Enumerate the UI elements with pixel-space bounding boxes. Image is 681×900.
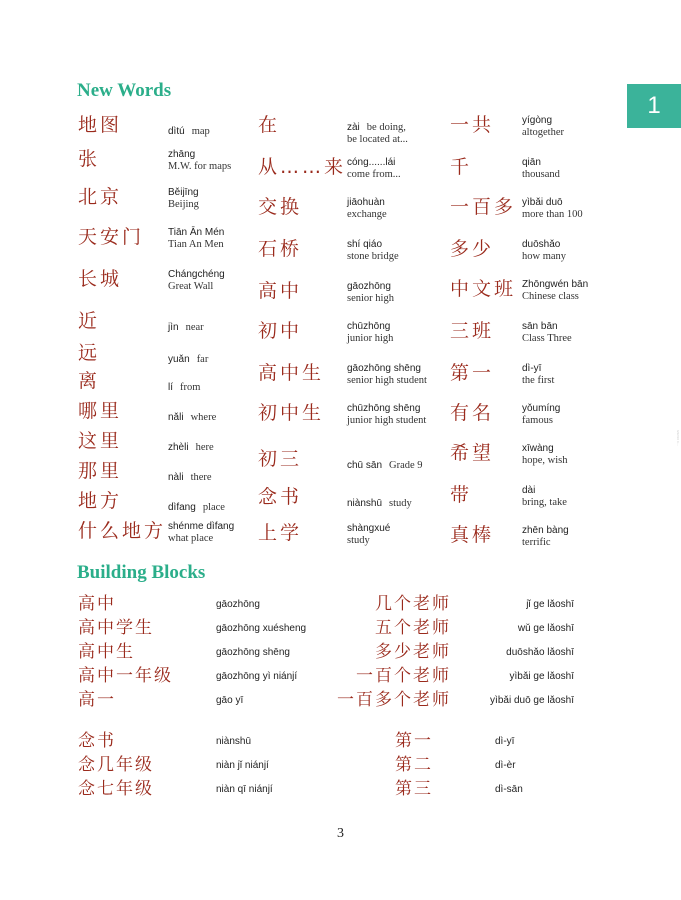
vocab-hanzi: 天安门 bbox=[78, 226, 145, 248]
vocab-pinyin: shénme dìfang bbox=[168, 521, 235, 532]
margin-note: 6/22/10 4:... bbox=[676, 430, 680, 446]
vocab-english: altogether bbox=[522, 126, 564, 138]
block-hanzi: 一百个老师 bbox=[356, 666, 451, 686]
vocab-english: hope, wish bbox=[522, 454, 568, 466]
vocab-hanzi: 高中 bbox=[258, 280, 303, 302]
vocab-pinyin: Tiān Ān Mén bbox=[168, 227, 225, 238]
vocab-english: far bbox=[196, 354, 209, 365]
vocab-english: bring, take bbox=[522, 496, 567, 508]
block-hanzi: 高一 bbox=[78, 690, 116, 710]
vocab-hanzi: 第一 bbox=[450, 362, 495, 384]
vocab-english: near bbox=[185, 322, 204, 333]
vocab-english-line2: be located at... bbox=[347, 134, 408, 146]
vocab-hanzi: 初中生 bbox=[258, 402, 325, 424]
vocab-hanzi: 初中 bbox=[258, 320, 303, 342]
vocab-hanzi: 上学 bbox=[258, 522, 303, 544]
vocab-pinyin: chū sān bbox=[347, 460, 383, 471]
vocab-english: study bbox=[347, 534, 370, 546]
vocab-pinyin: nǎli bbox=[168, 412, 184, 423]
vocab-english: Great Wall bbox=[168, 280, 214, 292]
vocab-pinyin: shí qiáo bbox=[347, 239, 383, 250]
block-hanzi: 念几年级 bbox=[78, 755, 154, 775]
block-pinyin: niànshū bbox=[216, 736, 252, 747]
block-pinyin: gāozhōng shēng bbox=[216, 647, 290, 658]
vocab-pinyin: chūzhōng shēng bbox=[347, 403, 421, 414]
vocab-pinyin: shàngxué bbox=[347, 523, 391, 534]
block-pinyin: gāo yī bbox=[216, 695, 244, 706]
block-hanzi: 第二 bbox=[395, 755, 433, 775]
block-hanzi: 念书 bbox=[78, 731, 116, 751]
page-number: 3 bbox=[337, 826, 344, 841]
block-pinyin: gāozhōng bbox=[216, 599, 260, 610]
vocab-english: the first bbox=[522, 374, 555, 386]
block-pinyin: gāozhōng yì niánjí bbox=[216, 671, 298, 682]
vocab-english: famous bbox=[522, 414, 553, 426]
vocab-pinyin: xīwàng bbox=[522, 443, 554, 454]
vocab-english: senior high bbox=[347, 292, 394, 304]
vocab-english: what place bbox=[168, 532, 214, 544]
new-words-title: New Words bbox=[77, 80, 172, 101]
vocab-english: where bbox=[190, 412, 217, 423]
vocab-hanzi: 一百多 bbox=[450, 196, 517, 218]
vocab-hanzi: 什么地方 bbox=[78, 520, 167, 542]
block-pinyin: duōshǎo lǎoshī bbox=[506, 647, 574, 658]
vocab-hanzi: 地方 bbox=[78, 490, 123, 512]
vocab-pinyin: yígòng bbox=[522, 115, 553, 126]
block-hanzi: 几个老师 bbox=[375, 594, 451, 614]
vocab-pinyin: dìtú bbox=[168, 126, 185, 137]
vocab-pinyin: qiān bbox=[522, 157, 541, 168]
vocab-hanzi: 离 bbox=[78, 370, 101, 392]
vocab-pinyin: jìn bbox=[168, 322, 179, 333]
vocab-pinyin: yuǎn bbox=[168, 354, 190, 365]
vocab-english: from bbox=[180, 382, 201, 393]
vocab-pinyin: chūzhōng bbox=[347, 321, 391, 332]
block-pinyin: yìbǎi duō ge lǎoshī bbox=[490, 695, 574, 706]
vocab-hanzi: 从……来 bbox=[258, 156, 347, 178]
vocab-english: Beijing bbox=[168, 198, 199, 210]
vocab-english: M.W. for maps bbox=[168, 160, 232, 172]
block-hanzi: 高中一年级 bbox=[78, 666, 173, 686]
vocab-pinyin: dì-yī bbox=[522, 363, 542, 374]
vocab-pinyin: dìfang bbox=[168, 502, 196, 513]
vocab-pinyin: nàli bbox=[168, 472, 184, 483]
vocab-pinyin: dài bbox=[522, 485, 536, 496]
vocab-hanzi: 千 bbox=[450, 156, 473, 178]
vocab-pinyin: zhēn bàng bbox=[522, 525, 569, 536]
vocab-english: more than 100 bbox=[522, 208, 583, 220]
vocab-english: stone bridge bbox=[347, 250, 399, 262]
vocab-english: how many bbox=[522, 250, 567, 262]
block-pinyin: dì-èr bbox=[495, 760, 516, 771]
vocab-english: senior high student bbox=[347, 374, 427, 386]
block-pinyin: gāozhōng xuésheng bbox=[216, 623, 307, 634]
vocab-hanzi: 初三 bbox=[258, 448, 303, 470]
vocab-pinyin: yìbǎi duō bbox=[522, 197, 563, 208]
vocab-hanzi: 在 bbox=[258, 114, 281, 136]
vocab-hanzi: 多少 bbox=[450, 238, 495, 260]
vocab-pinyin: duōshǎo bbox=[522, 239, 561, 250]
vocab-pinyin: niànshū bbox=[347, 498, 383, 509]
vocab-hanzi: 高中生 bbox=[258, 362, 325, 384]
vocab-hanzi: 三班 bbox=[450, 320, 495, 342]
vocab-pinyin: cóng......lái bbox=[347, 157, 396, 168]
vocab-pinyin: sān bān bbox=[522, 321, 558, 332]
vocab-hanzi: 中文班 bbox=[450, 278, 517, 300]
vocab-pinyin: Chángchéng bbox=[168, 269, 225, 280]
block-pinyin: niàn qī niánjí bbox=[216, 784, 273, 795]
block-hanzi: 高中学生 bbox=[78, 618, 154, 638]
vocab-pinyin: Zhōngwén bān bbox=[522, 279, 589, 290]
vocab-hanzi: 长城 bbox=[78, 268, 123, 290]
vocab-pinyin: gāozhōng shēng bbox=[347, 363, 421, 374]
block-hanzi: 五个老师 bbox=[375, 618, 451, 638]
vocab-hanzi: 希望 bbox=[450, 442, 495, 464]
vocab-hanzi: 近 bbox=[78, 310, 101, 332]
block-pinyin: yìbǎi ge lǎoshī bbox=[509, 671, 574, 682]
vocab-english: terrific bbox=[522, 536, 551, 548]
vocab-hanzi: 一共 bbox=[450, 114, 495, 136]
block-hanzi: 念七年级 bbox=[78, 779, 154, 799]
vocab-english: there bbox=[190, 472, 212, 483]
vocab-pinyin: lí bbox=[168, 382, 173, 393]
vocab-english: junior high bbox=[347, 332, 394, 344]
vocab-hanzi: 北京 bbox=[78, 186, 123, 208]
block-pinyin: niàn jǐ niánjí bbox=[216, 760, 269, 771]
vocab-pinyin: zài bbox=[347, 122, 360, 133]
vocab-english: Chinese class bbox=[522, 290, 579, 302]
vocab-english: Tian An Men bbox=[168, 238, 224, 250]
vocab-english: thousand bbox=[522, 168, 560, 180]
vocab-english: Grade 9 bbox=[389, 460, 423, 471]
block-hanzi: 一百多个老师 bbox=[337, 690, 451, 710]
vocab-english: come from... bbox=[347, 168, 401, 180]
vocab-hanzi: 交换 bbox=[258, 196, 303, 218]
vocab-pinyin: yǒumíng bbox=[522, 403, 561, 414]
vocab-english: place bbox=[202, 502, 225, 513]
block-pinyin: jǐ ge lǎoshī bbox=[526, 599, 574, 610]
vocab-english: exchange bbox=[347, 208, 387, 220]
vocab-pinyin: zhāng bbox=[168, 149, 196, 160]
block-hanzi: 高中 bbox=[78, 594, 116, 614]
vocab-pinyin: gāozhōng bbox=[347, 281, 391, 292]
building-blocks-title: Building Blocks bbox=[77, 562, 206, 583]
vocab-english: here bbox=[195, 442, 214, 453]
vocab-hanzi: 有名 bbox=[450, 402, 495, 424]
vocab-hanzi: 地图 bbox=[78, 114, 123, 136]
vocab-hanzi: 带 bbox=[450, 484, 473, 506]
vocab-hanzi: 张 bbox=[78, 148, 101, 170]
vocab-pinyin: Běijīng bbox=[168, 187, 199, 198]
block-pinyin: dì-sān bbox=[495, 784, 523, 795]
block-pinyin: wǔ ge lǎoshī bbox=[517, 623, 574, 634]
vocab-english: Class Three bbox=[522, 332, 572, 344]
vocab-hanzi: 石桥 bbox=[258, 238, 303, 260]
block-pinyin: dì-yī bbox=[495, 736, 515, 747]
vocab-english: study bbox=[389, 498, 412, 509]
block-hanzi: 多少老师 bbox=[375, 642, 451, 662]
vocab-english: junior high student bbox=[347, 414, 427, 426]
vocab-hanzi: 真棒 bbox=[450, 524, 495, 546]
chapter-tab: 1 bbox=[627, 84, 681, 128]
vocab-english: map bbox=[191, 126, 210, 137]
vocab-hanzi: 远 bbox=[78, 342, 101, 364]
block-hanzi: 第三 bbox=[395, 779, 433, 799]
vocab-hanzi: 念书 bbox=[258, 486, 303, 508]
vocab-hanzi: 哪里 bbox=[78, 400, 123, 422]
block-hanzi: 第一 bbox=[395, 731, 433, 751]
block-hanzi: 高中生 bbox=[78, 642, 135, 662]
vocab-hanzi: 这里 bbox=[78, 430, 123, 452]
vocab-pinyin: jiāohuàn bbox=[347, 197, 385, 208]
vocab-hanzi: 那里 bbox=[78, 460, 123, 482]
vocab-pinyin: zhèli bbox=[168, 442, 189, 453]
vocab-english: be doing, bbox=[366, 122, 406, 133]
